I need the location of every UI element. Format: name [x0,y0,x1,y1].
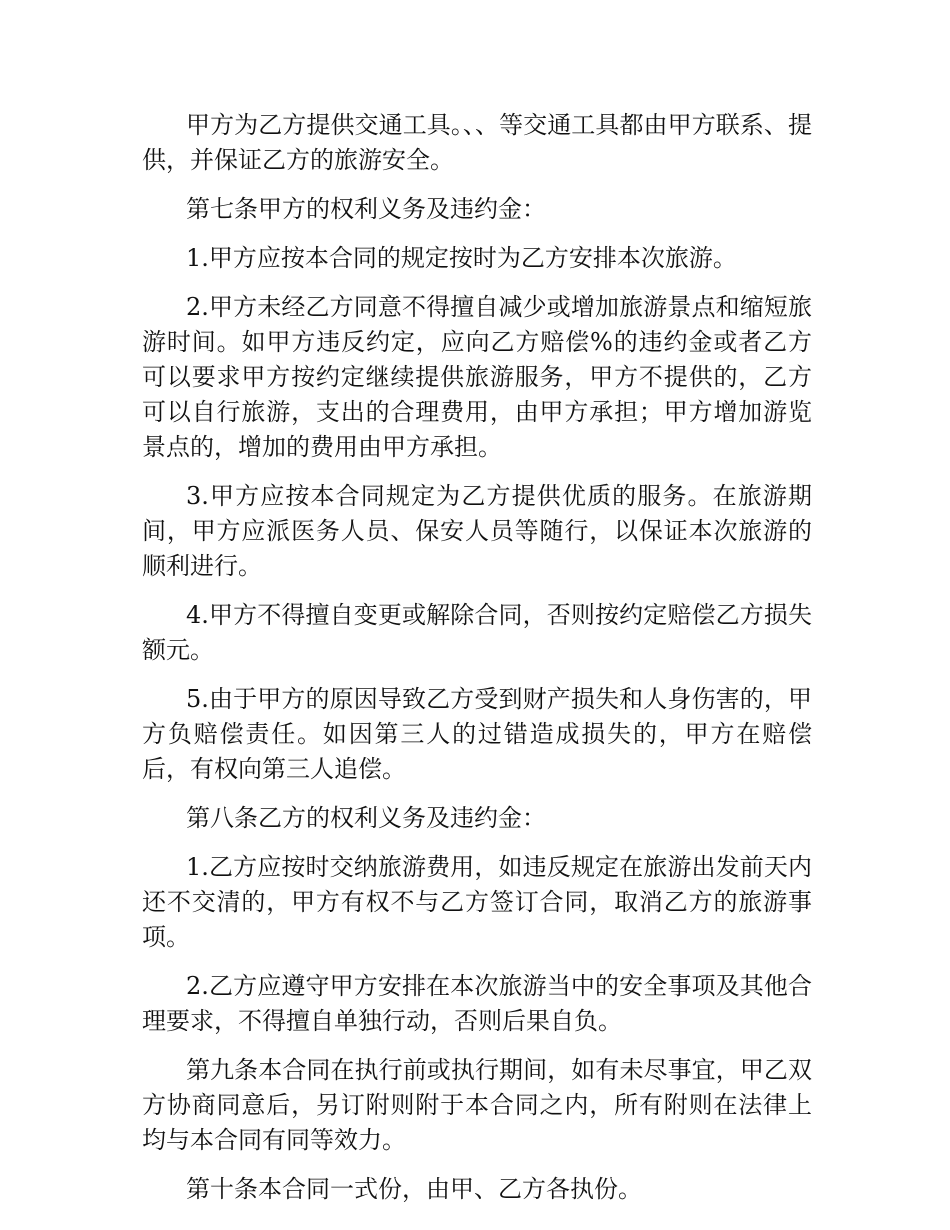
clause-7-3: 3.甲方应按本合同规定为乙方提供优质的服务。在旅游期间，甲方应派医务人员、保安人员等随行，以保证本次旅游的顺利进行。 [142,482,812,580]
clause-7-1: 1.甲方应按本合同的规定按时为乙方安排本次旅游。 [186,244,737,272]
paragraph-transport: 甲方为乙方提供交通工具。、、等交通工具都由甲方联系、提供，并保证乙方的旅游安全。 [142,111,812,174]
clause-7-4: 4.甲方不得擅自变更或解除合同，否则按约定赔偿乙方损失额元。 [142,601,812,664]
heading-article-7: 第七条甲方的权利义务及违约金： [186,195,546,223]
clause-8-1: 1.乙方应按时交纳旅游费用，如违反规定在旅游出发前天内还不交清的，甲方有权不与乙方签订合同，取消乙方的旅游事项。 [142,853,812,951]
heading-article-8: 第八条乙方的权利义务及违约金： [186,804,546,832]
article-9: 第九条本合同在执行前或执行期间，如有未尽事宜，甲乙双方协商同意后，另订附则附于本合同之内，所有附则在法律上均与本合同有同等效力。 [142,1056,812,1154]
clause-7-2: 2.甲方未经乙方同意不得擅自减少或增加旅游景点和缩短旅游时间。如甲方违反约定，应向乙方赔偿%的违约金或者乙方可以要求甲方按约定继续提供旅游服务，甲方不提供的，乙方可以自行旅游，支出的合理费用，由甲方承担；甲方增加游览景点的，增加的费用由甲方承担。 [142,293,812,461]
clause-8-2: 2.乙方应遵守甲方安排在本次旅游当中的安全事项及其他合理要求，不得擅自单独行动，否则后果自负。 [142,972,812,1035]
document-page [142,108,812,1221]
article-10: 第十条本合同一式份，由甲、乙方各执份。 [186,1175,642,1203]
clause-7-5: 5.由于甲方的原因导致乙方受到财产损失和人身伤害的，甲方负赔偿责任。如因第三人的过错造成损失的，甲方在赔偿后，有权向第三人追偿。 [142,685,812,783]
